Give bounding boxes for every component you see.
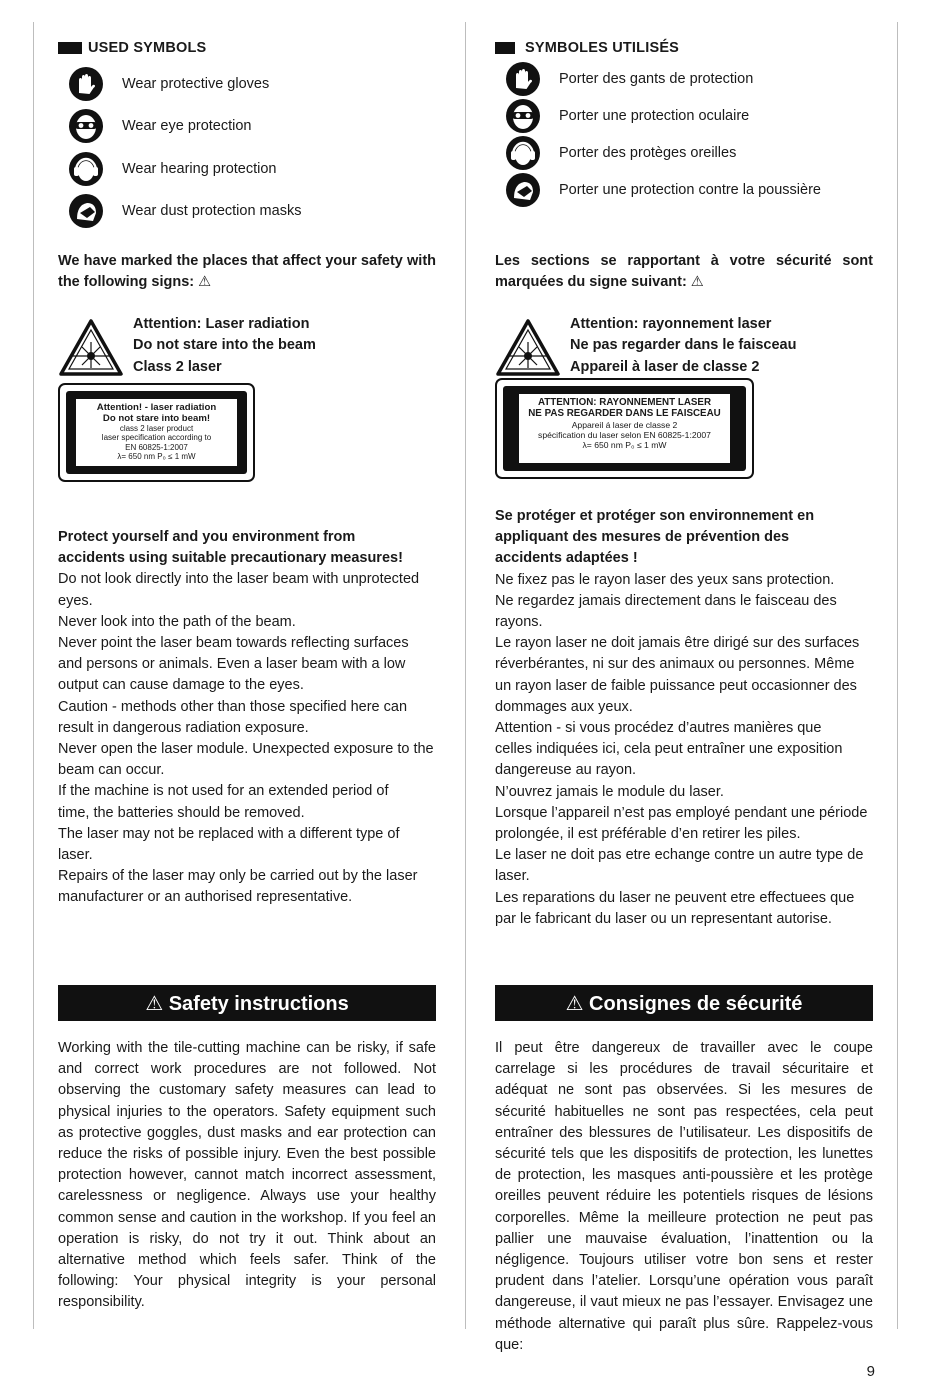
heading-marker — [58, 42, 82, 54]
symbols-heading-fr: SYMBOLES UTILISÉS — [495, 40, 679, 56]
safety-instructions-text: Working with the tile-cutting machine can be risky, if safe and correct work procedures are not followed. Not observing the customary safety measures can lead to physical injuries to the operators. Safety equipment such as protective goggles, dust masks and ear protection can reduce the risks of possible injury. Even the best possible protection however, cannot match incorrect assessment, carelessness or negligence. Always use your healthy common sense and caution in the workshop. If you feel an operation is risky, do not try it out. Think about an alternative method which feels safer. Think of the following: Your physical integrity is your personal responsibility. — [58, 1040, 436, 1311]
laser-warning-text: Attention: Laser radiation Do not stare into the beam Class 2 laser — [133, 316, 316, 375]
safety-signs-intro: We have marked the places that affect your safety with the following signs: ⚠ — [58, 253, 436, 291]
laser-warning-triangle-icon — [58, 318, 124, 378]
symbol-dust-mask: Wear dust protection masks — [68, 193, 104, 229]
laser-warning-triangle-icon — [495, 318, 561, 378]
symbol-hearing: Porter des protèges oreilles — [505, 135, 541, 171]
symbol-goggles: Wear eye protection — [68, 108, 104, 144]
right-margin-rule — [897, 22, 898, 1329]
dust-mask-icon — [68, 193, 104, 229]
heading-marker — [495, 42, 515, 54]
laser-label-fr: ATTENTION: RAYONNEMENT LASER NE PAS REGARDER DANS LE FAISCEAU Appareil á laser de classe 2 spécification du laser selon EN 60825-1:2007 λ= 650 nm P₀ ≤ 1 mW — [495, 378, 754, 479]
gloves-icon — [505, 61, 541, 97]
laser-label: Attention! - laser radiation Do not stare into beam! class 2 laser product laser specification according to EN 60825-1:2007 λ= 650 nm P₀ ≤ 1 mW — [58, 383, 255, 482]
protect-section-fr: Se protéger et protéger son environnement en appliquant des mesures de prévention des accidents adaptées ! Ne fixez pas le rayon laser des yeux sans protection. Ne regardez jamais directement dans le faisceau des rayons. Le rayon laser ne doit jamais être dirigé sur des surfaces réverbérantes, ni sur des animaux ou personnes. Même un rayon laser de faible puissance peut occasionner des dommages aux yeux. Attention - si vous procédez d’autres manières que celles indiquées ici, cela peut entraîner une exposition dangereuse au rayon. N’ouvrez jamais le module du laser. Lorsque l’appareil n’est pas employé pendant une période prolongée, il est préférable d’en retirer les piles. Le laser ne doit pas etre echange contre un autre type de laser. Les reparations du laser ne peuvent etre effectuees que par le fabricant du laser ou un representant autorise. — [495, 508, 868, 927]
ear-protection-icon — [68, 151, 104, 187]
safety-instructions-text-fr: Il peut être dangereux de travailler avec le coupe carrelage si les procédures de travail sécuritaire et adéquat ne sont pas observées. Si les mesures de sécurité habituelles ne sont pas respectées, cela peut entraîner des blessures de l’utilisateur. Les dispositifs de sécurité tels que les dispositifs de protection, les lunettes de protection, les masques anti-poussière et les protège oreilles peuvent réduire les potentiels risques de lésions corporelles. Même la meilleure protection ne peut pas pallier une mauvaise évaluation, l’inattention ou la négligence. Toujours utiliser votre bon sens et rester prudent dans l’atelier. Lorsqu’une opération vous paraît dangereuse, il vaut mieux ne pas l’essayer. Envisagez une méthode alternative qui paraît plus sûre. Rappelez-vous que: — [495, 1040, 873, 1353]
goggles-icon — [68, 108, 104, 144]
laser-warning-text-fr: Attention: rayonnement laser Ne pas regarder dans le faisceau Appareil à laser de classe 2 — [570, 316, 797, 375]
symbol-gloves: Wear protective gloves — [68, 66, 104, 102]
center-column-rule — [465, 22, 466, 1329]
symbol-hearing: Wear hearing protection — [68, 151, 104, 187]
ear-protection-icon — [505, 135, 541, 171]
goggles-icon — [505, 98, 541, 134]
gloves-icon — [68, 66, 104, 102]
protect-section: Protect yourself and you environment from accidents using suitable precautionary measures! Do not look directly into the laser beam with unprotected eyes. Never look into the path of the beam. Never point the laser beam towards reflecting surfaces and persons or animals. Even a laser beam with a low output can cause damage to the eyes. Caution - methods other than those specified here can result in dangerous radiation exposure. Never open the laser module. Unexpected exposure to the beam can occur. If the machine is not used for an extended period of time, the batteries should be removed. The laser may not be replaced with a different type of laser. Repairs of the laser may only be carried out by the laser manufacturer or an authorised representative. — [58, 529, 434, 906]
safety-instructions-banner: ⚠ Safety instructions — [58, 985, 436, 1021]
dust-mask-icon — [505, 172, 541, 208]
page-number: 9 — [866, 1363, 875, 1380]
safety-instructions-banner-fr: ⚠ Consignes de sécurité — [495, 985, 873, 1021]
symbol-gloves: Porter des gants de protection — [505, 61, 541, 97]
symbols-heading: USED SYMBOLS — [58, 40, 206, 56]
safety-signs-intro-fr: Les sections se rapportant à votre sécurité sont marquées du signe suivant: ⚠ — [495, 253, 873, 291]
symbol-goggles: Porter une protection oculaire — [505, 98, 541, 134]
left-margin-rule — [33, 22, 34, 1329]
symbol-dust-mask: Porter une protection contre la poussière — [505, 172, 541, 208]
